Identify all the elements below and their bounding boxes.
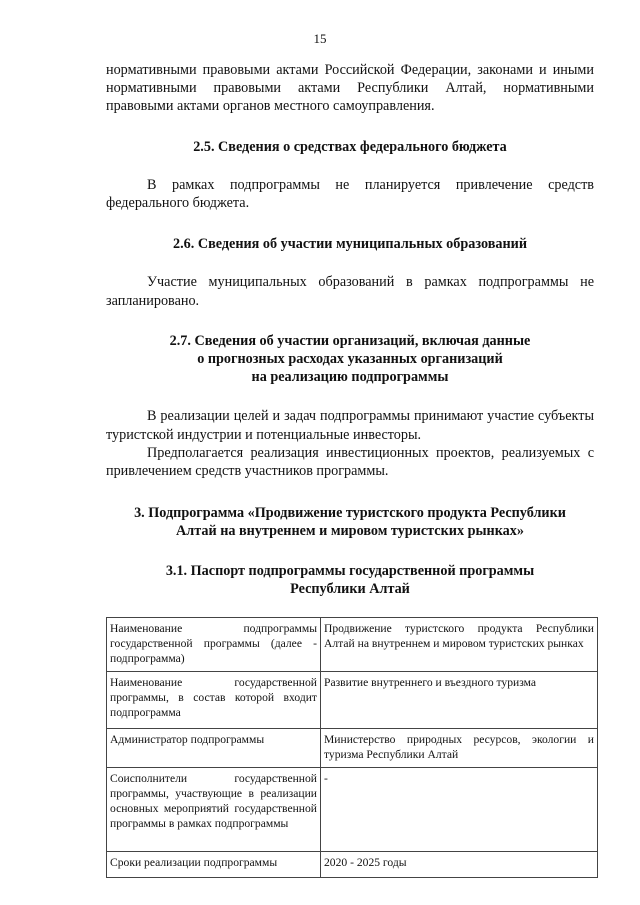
table-cell-label: Сроки реализации подпрограммы (107, 852, 321, 878)
section-2-7-heading (106, 332, 594, 387)
heading-line: на реализацию подпрограммы (251, 369, 449, 386)
table-cell-label: Наименование государственной программы, в состав которой входит подпрограмма (107, 672, 321, 729)
section-2-5-heading: 2.5. Сведения о средствах федерального бюджета (193, 138, 507, 155)
section-3-1-heading (106, 562, 594, 598)
heading-line: о прогнозных расходах указанных организаций (197, 351, 503, 368)
section-2-7-paragraph: Предполагается реализация инвестиционных проектов, реализуемых с привлечением средств участников программы. (106, 444, 594, 480)
section-2-7-paragraph: В реализации целей и задач подпрограммы принимают участие субъекты туристской индустрии и потенциальные инвесторы. (106, 408, 594, 443)
table-cell-label: Администратор подпрограммы (107, 729, 321, 768)
intro-paragraph: нормативными правовыми актами Российской Федерации, законами и иными нормативными правовыми актами Республики Алтай, нормативными правовыми актами органов местного самоуправления. (106, 62, 594, 115)
table-cell-value: - (321, 768, 598, 852)
table-cell-value: 2020 - 2025 годы (321, 852, 598, 878)
table-cell-value: Министерство природных ресурсов, экологии и туризма Республики Алтай (321, 729, 598, 768)
table-cell-label: Соисполнители государственной программы, участвующие в реализации основных мероприятий государственной программы в рамках подпрограммы (107, 768, 321, 852)
heading-line: 2.7. Сведения об участии организаций, включая данные (169, 332, 531, 349)
table-cell-label: Наименование подпрограммы государственной программы (далее - подпрограмма) (107, 618, 321, 672)
heading-line: 3. Подпрограмма «Продвижение туристского продукта Республики (134, 505, 566, 522)
section-2-6-text: Участие муниципальных образований в рамках подпрограммы не запланировано. (106, 274, 594, 309)
table-row (107, 768, 598, 852)
table-cell-value: Развитие внутреннего и въездного туризма (321, 672, 598, 729)
table-row (107, 618, 598, 672)
table-row (107, 852, 598, 878)
document-body (106, 61, 594, 878)
page-number: 15 (313, 31, 327, 46)
heading-line: Алтай на внутреннем и мировом туристских рынках» (176, 523, 524, 540)
table-row (107, 672, 598, 729)
table-row (107, 729, 598, 768)
heading-line: 3.1. Паспорт подпрограммы государственной программы (165, 562, 535, 579)
table-cell-value: Продвижение туристского продукта Республики Алтай на внутреннем и мировом туристских рынках (321, 618, 598, 672)
section-3-heading (106, 504, 594, 540)
heading-line: Республики Алтай (290, 580, 410, 597)
section-2-6-heading: 2.6. Сведения об участии муниципальных образований (173, 236, 527, 253)
section-2-5-text: В рамках подпрограммы не планируется привлечение средств федерального бюджета. (106, 176, 594, 212)
passport-table (106, 617, 598, 878)
